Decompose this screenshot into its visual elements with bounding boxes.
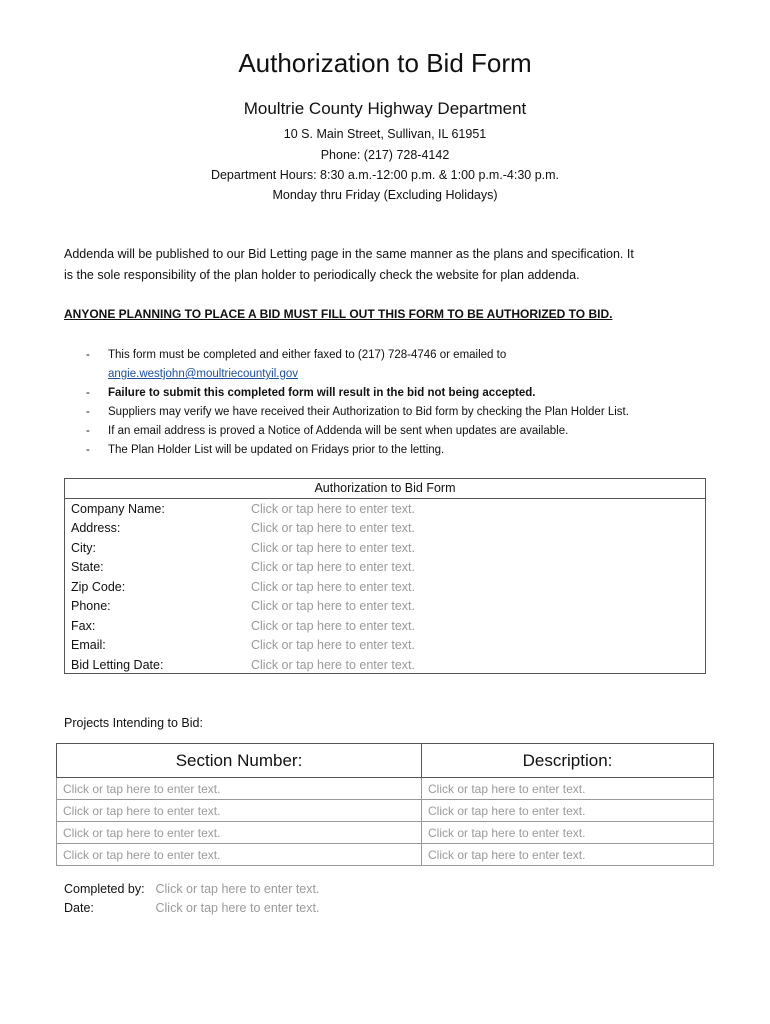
completed-by-row xyxy=(64,882,319,896)
zip-code-field[interactable]: Click or tap here to enter text. xyxy=(251,579,415,594)
dash-bullet: - xyxy=(86,406,90,418)
completed-by-label: Completed by: xyxy=(64,882,145,896)
field-label: Bid Letting Date: xyxy=(71,657,164,672)
description-field[interactable]: Click or tap here to enter text. xyxy=(422,800,714,822)
date-row xyxy=(64,901,319,915)
address-field[interactable]: Click or tap here to enter text. xyxy=(251,521,415,536)
field-label: State: xyxy=(71,560,104,575)
intro-line-2: is the sole responsibility of the plan holder to periodically check the website for plan addenda. xyxy=(64,268,580,282)
list-item xyxy=(86,422,726,441)
projects-label: Projects Intending to Bid: xyxy=(64,716,203,730)
field-label: Email: xyxy=(71,638,106,653)
form-row-phone xyxy=(65,597,705,617)
contact-email-link[interactable]: angie.westjohn@moultriecountyil.gov xyxy=(108,368,299,380)
form-heading: Authorization to Bid Form xyxy=(65,479,705,499)
table-row xyxy=(57,844,714,866)
field-label: Address: xyxy=(71,521,121,536)
section-number-field[interactable]: Click or tap here to enter text. xyxy=(57,844,422,866)
list-item-text: The Plan Holder List will be updated on Fridays prior to the letting. xyxy=(108,444,445,456)
table-row xyxy=(57,778,714,800)
city-field[interactable]: Click or tap here to enter text. xyxy=(251,540,415,555)
form-row-fax xyxy=(65,616,705,636)
fax-field[interactable]: Click or tap here to enter text. xyxy=(251,618,415,633)
form-row-company xyxy=(65,499,705,519)
date-field[interactable]: Click or tap here to enter text. xyxy=(155,901,320,915)
intro-line-1: Addenda will be published to our Bid Letting page in the same manner as the plans and specification. It xyxy=(64,247,634,261)
form-row-address xyxy=(65,519,705,539)
field-label: Phone: xyxy=(71,599,111,614)
field-label: Company Name: xyxy=(71,501,165,516)
list-item xyxy=(86,384,726,403)
table-row xyxy=(57,822,714,844)
field-label: Fax: xyxy=(71,618,96,633)
bid-letting-date-field[interactable]: Click or tap here to enter text. xyxy=(251,657,415,672)
department-name: Moultrie County Highway Department xyxy=(243,99,527,118)
description-header: Description: xyxy=(422,744,714,778)
email-field[interactable]: Click or tap here to enter text. xyxy=(251,638,415,653)
completed-by-field[interactable]: Click or tap here to enter text. xyxy=(155,882,320,896)
list-item xyxy=(86,441,726,460)
description-field[interactable]: Click or tap here to enter text. xyxy=(422,844,714,866)
state-field[interactable]: Click or tap here to enter text. xyxy=(251,560,415,575)
phone-field[interactable]: Click or tap here to enter text. xyxy=(251,599,415,614)
dash-bullet: - xyxy=(86,444,90,456)
section-number-field[interactable]: Click or tap here to enter text. xyxy=(57,778,422,800)
list-item-text: Suppliers may verify we have received their Authorization to Bid form by checking the Plan Holder List. xyxy=(108,406,629,418)
list-item xyxy=(86,403,726,422)
dash-bullet: - xyxy=(86,349,90,361)
list-item-text: Failure to submit this completed form will result in the bid not being accepted. xyxy=(108,387,536,399)
form-row-zip xyxy=(65,577,705,597)
authorization-notice: ANYONE PLANNING TO PLACE A BID MUST FILL OUT THIS FORM TO BE AUTHORIZED TO BID. xyxy=(64,307,613,321)
table-row xyxy=(57,800,714,822)
dash-bullet: - xyxy=(86,387,90,399)
form-row-email xyxy=(65,636,705,656)
list-item xyxy=(86,346,726,384)
form-row-bid-letting-date xyxy=(65,655,705,675)
department-phone: Phone: (217) 728-4142 xyxy=(320,148,450,162)
dash-bullet: - xyxy=(86,425,90,437)
department-hours: Department Hours: 8:30 a.m.-12:00 p.m. & 1:00 p.m.-4:30 p.m. xyxy=(210,168,560,182)
department-address: 10 S. Main Street, Sullivan, IL 61951 xyxy=(283,127,487,141)
projects-table xyxy=(56,743,714,866)
section-number-field[interactable]: Click or tap here to enter text. xyxy=(57,822,422,844)
list-item-text: This form must be completed and either faxed to (217) 728-4746 or emailed to xyxy=(108,349,507,361)
page-title: Authorization to Bid Form xyxy=(238,48,532,78)
department-days: Monday thru Friday (Excluding Holidays) xyxy=(272,188,498,202)
section-number-field[interactable]: Click or tap here to enter text. xyxy=(57,800,422,822)
form-row-state xyxy=(65,558,705,578)
list-item-text: If an email address is proved a Notice of Addenda will be sent when updates are available. xyxy=(108,425,569,437)
description-field[interactable]: Click or tap here to enter text. xyxy=(422,778,714,800)
authorization-form xyxy=(64,478,706,674)
field-label: City: xyxy=(71,540,96,555)
section-number-header: Section Number: xyxy=(57,744,422,778)
instruction-list xyxy=(86,346,726,460)
field-label: Zip Code: xyxy=(71,579,126,594)
form-row-city xyxy=(65,538,705,558)
intro-paragraph xyxy=(64,244,714,286)
company-name-field[interactable]: Click or tap here to enter text. xyxy=(251,501,415,516)
table-header-row xyxy=(57,744,714,778)
date-label: Date: xyxy=(64,901,94,915)
description-field[interactable]: Click or tap here to enter text. xyxy=(422,822,714,844)
